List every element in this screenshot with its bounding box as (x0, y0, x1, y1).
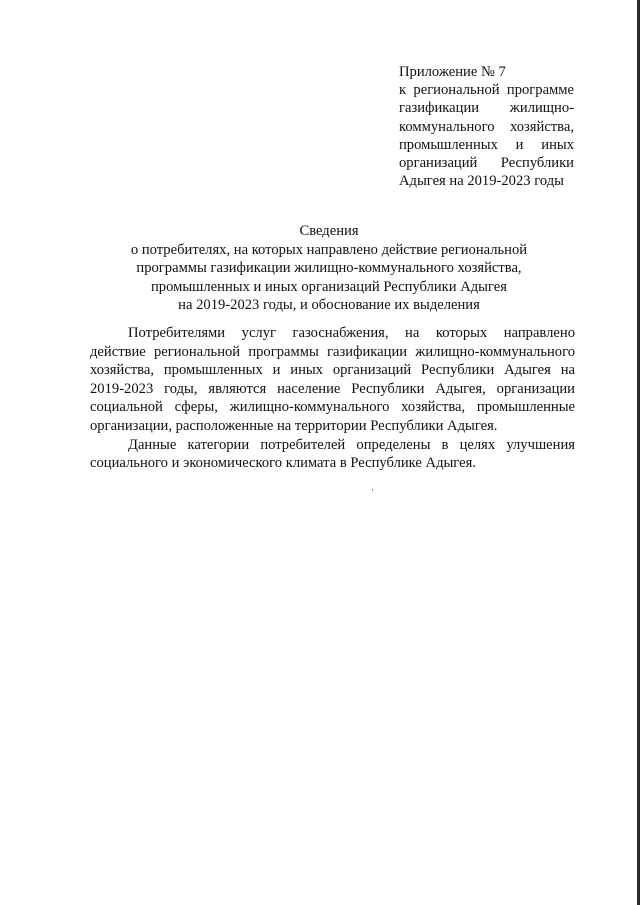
annex-number: Приложение № 7 (399, 64, 506, 80)
paragraph-line: Данные категории потребителей определены в целях улучшения (128, 436, 575, 453)
paragraph-purpose (90, 436, 575, 473)
heading-line: о потребителях, на которых направлено действие региональной (130, 241, 528, 258)
annex-block (399, 63, 574, 190)
paragraph-line: 2019-2023 годы, являются население Республики Адыгея, организации (90, 380, 575, 397)
heading-line: программы газификации жилищно-коммунального хозяйства, (136, 260, 522, 277)
heading-title: Сведения (299, 223, 359, 239)
document-heading (80, 222, 578, 315)
scan-speck (372, 489, 373, 491)
annex-line: к региональной программе (399, 82, 574, 99)
paragraph-line: хозяйства, промышленных и иных организаций Республики Адыгея на (90, 362, 575, 379)
paragraph-line: Потребителями услуг газоснабжения, на которых направлено (128, 325, 575, 341)
heading-line: промышленных и иных организаций Республики Адыгея (151, 278, 507, 295)
paragraph-line: социальной сферы, жилищно-коммунального хозяйства, промышленные (90, 399, 575, 416)
annex-line: Адыгея на 2019-2023 годы (399, 173, 564, 190)
paragraph-line: социального и экономического климата в Республике Адыгея. (90, 455, 476, 472)
paragraph-line: организации, расположенные на территории Республики Адыгея. (90, 417, 498, 434)
document-body (90, 324, 575, 473)
annex-line: организаций Республики (399, 155, 574, 172)
paragraph-consumers (90, 324, 575, 436)
annex-line: коммунального хозяйства, (399, 118, 574, 135)
heading-line: на 2019-2023 годы, и обоснование их выделения (178, 297, 480, 314)
paragraph-line: действие региональной программы газификации жилищно-коммунального (90, 343, 575, 360)
annex-line: газификации жилищно- (399, 100, 574, 117)
annex-line: промышленных и иных (399, 136, 574, 153)
